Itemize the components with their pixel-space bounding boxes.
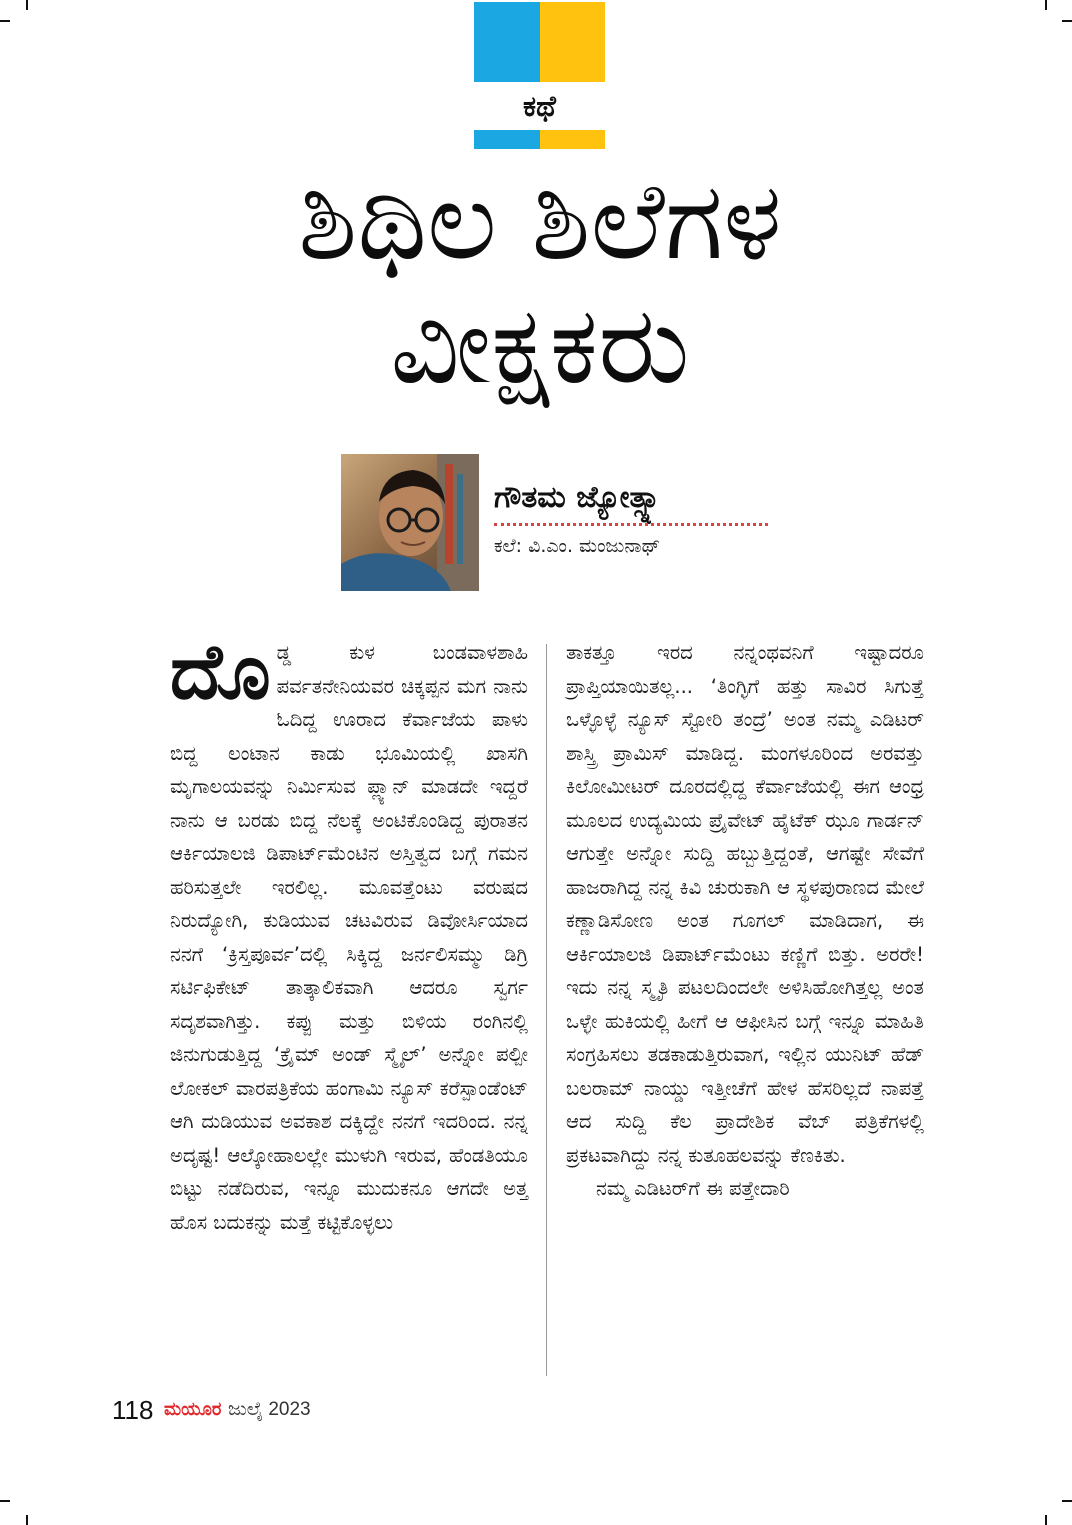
author-name: ಗೌತಮ ಜ್ಯೋತ್ಸ್ನಾ	[494, 480, 663, 515]
crop-mark	[0, 20, 10, 22]
section-label-block	[474, 2, 605, 149]
article-paragraph: ನಮ್ಮ ಎಡಿಟರ್‌ಗೆ ಈ ಪತ್ತೇದಾರಿ	[596, 1177, 790, 1200]
column-divider	[546, 644, 547, 1376]
crop-mark	[0, 1500, 10, 1502]
drop-cap: ದೊ	[170, 627, 271, 716]
headline-line-2: ವೀಕ್ಷಕರು	[390, 283, 690, 408]
article-column-left	[170, 627, 528, 1239]
yellow-bar	[540, 2, 605, 82]
headline-line-1: ಶಿಥಿಲ ಶಿಲೆಗಳ	[298, 159, 782, 284]
author-photo	[341, 454, 479, 591]
section-label: ಕಥೆ	[523, 89, 556, 123]
yellow-bar	[540, 130, 605, 149]
crop-mark	[26, 0, 28, 10]
crop-mark	[1045, 0, 1047, 10]
magazine-name: ಮಯೂರ	[164, 1399, 222, 1420]
article-column-right	[566, 636, 924, 1206]
page-number: 118	[112, 1395, 154, 1425]
author-portrait-image	[341, 454, 479, 591]
crop-mark	[1045, 1515, 1047, 1525]
crop-mark	[26, 1515, 28, 1525]
byline-divider	[494, 523, 768, 526]
blue-bar	[474, 130, 540, 149]
blue-bar	[474, 2, 540, 82]
article-paragraph	[170, 627, 528, 1239]
illustration-credit: ಕಲೆ: ವಿ.ಎಂ. ಮಂಜುನಾಥ್	[494, 535, 661, 557]
page-footer	[112, 1394, 432, 1426]
article-paragraph: ತಾಕತ್ತೂ ಇರದ ನನ್ನಂಥವನಿಗೆ ಇಷ್ಟಾದರೂ ಪ್ರಾಪ್ತಿಯಾಯಿತಲ್ಲ... ‘ತಿಂಗ್ಳಿಗೆ ಹತ್ತು ಸಾವಿರ ಸಿಗುತ್ತೆ ಒಳ್ಳೊಳ್ಳೆ ನ್ಯೂಸ್ ಸ್ಟೋರಿ ತಂದ್ರೆ’ ಅಂತ ನಮ್ಮ ಎಡಿಟರ್ ಶಾಸ್ತ್ರಿ ಪ್ರಾಮಿಸ್ ಮಾಡಿದ್ದ. ಮಂಗಳೂರಿಂದ ಅರವತ್ತು ಕಿಲೋಮೀಟರ್ ದೂರದಲ್ಲಿದ್ದ ಕೆರ್ವಾಜೆಯಲ್ಲಿ ಈಗ ಆಂಧ್ರ ಮೂಲದ ಉದ್ಯಮಿಯ ಪ್ರೈವೇಟ್ ಹೈಟೆಕ್ ಝೂ ಗಾರ್ಡನ್ ಆಗುತ್ತೇ ಅನ್ನೋ ಸುದ್ದಿ ಹಬ್ಬುತ್ತಿದ್ದಂತೆ, ಆಗಷ್ಟೇ ಸೇವೆಗೆ ಹಾಜರಾಗಿದ್ದ ನನ್ನ ಕಿವಿ ಚುರುಕಾಗಿ ಆ ಸ್ಥಳಪುರಾಣದ ಮೇಲೆ ಕಣ್ಣಾಡಿಸೋಣ ಅಂತ ಗೂಗಲ್ ಮಾಡಿದಾಗ, ಈ ಆರ್ಕಿಯಾಲಜಿ ಡಿಪಾರ್ಟ್‌ಮೆಂಟು ಕಣ್ಣಿಗೆ ಬಿತ್ತು. ಅರರೇ! ಇದು ನನ್ನ ಸ್ಮೃತಿ ಪಟಲದಿಂದಲೇ ಅಳಿಸಿಹೋಗಿತ್ತಲ್ಲ ಅಂತ ಒಳ್ಳೇ ಹುಕಿಯಲ್ಲಿ ಹೀಗೆ ಆ ಆಫೀಸಿನ ಬಗ್ಗೆ ಇನ್ನೂ ಮಾಹಿತಿ ಸಂಗ್ರಹಿಸಲು ತಡಕಾಡುತ್ತಿರುವಾಗ, ಇಲ್ಲಿನ ಯುನಿಟ್ ಹೆಡ್ ಬಲರಾಮ್ ನಾಯ್ಡು ಇತ್ತೀಚೆಗೆ ಹೇಳ ಹೆಸರಿಲ್ಲದೆ ನಾಪತ್ತೆ ಆದ ಸುದ್ದಿ ಕೆಲ ಪ್ರಾದೇಶಿಕ ವೆಬ್ ಪತ್ರಿಕೆಗಳಲ್ಲಿ ಪ್ರಕಟವಾಗಿದ್ದು ನನ್ನ ಕುತೂಹಲವನ್ನು ಕೆಣಕಿತು.	[566, 641, 924, 1167]
paragraph-text: ಡ್ಡ ಕುಳ ಬಂಡವಾಳಶಾಹಿ ಪರ್ವತನೇನಿಯವರ ಚಿಕ್ಕಪ್ಪನ ಮಗ ನಾನು ಓದಿದ್ದ ಊರಾದ ಕೆರ್ವಾಜೆಯ ಪಾಳು ಬಿದ್ದ ಲಂಟಾನ ಕಾಡು ಭೂಮಿಯಲ್ಲಿ ಖಾಸಗಿ ಮೃಗಾಲಯವನ್ನು ನಿರ್ಮಿಸುವ ಪ್ಲ್ಯಾನ್ ಮಾಡದೇ ಇದ್ದರೆ ನಾನು ಆ ಬರಡು ಬಿದ್ದ ನೆಲಕ್ಕೆ ಅಂಟಿಕೊಂಡಿದ್ದ ಪುರಾತನ ಆರ್ಕಿಯಾಲಜಿ ಡಿಪಾರ್ಟ್‌ಮೆಂಟಿನ ಅಸ್ತಿತ್ವದ ಬಗ್ಗೆ ಗಮನ ಹರಿಸುತ್ತಲೇ ಇರಲಿಲ್ಲ. ಮೂವತ್ತೆಂಟು ವರುಷದ ನಿರುದ್ಯೋಗಿ, ಕುಡಿಯುವ ಚಟವಿರುವ ಡಿವೋರ್ಸಿಯಾದ ನನಗೆ ‘ಕ್ರಿಸ್ತಪೂರ್ವ’ದಲ್ಲಿ ಸಿಕ್ಕಿದ್ದ ಜರ್ನಲಿಸಮ್ಮು ಡಿಗ್ರಿ ಸರ್ಟಿಫಿಕೇಟ್ ತಾತ್ಕಾಲಿಕವಾಗಿ ಆದರೂ ಸ್ವರ್ಗ ಸದೃಶವಾಗಿತ್ತು. ಕಪ್ಪು ಮತ್ತು ಬಿಳಿಯ ರಂಗಿನಲ್ಲಿ ಜಿನುಗುಡುತ್ತಿದ್ದ ‘ಕ್ರೈಮ್ ಅಂಡ್ ಸ್ಮೈಲ್’ ಅನ್ನೋ ಪಲ್ಪೀ ಲೋಕಲ್ ವಾರಪತ್ರಿಕೆಯ ಹಂಗಾಮಿ ನ್ಯೂಸ್ ಕರೆಸ್ಪಾಂಡೆಂಟ್ ಆಗಿ ದುಡಿಯುವ ಅವಕಾಶ ದಕ್ಕಿದ್ದೇ ನನಗೆ ಇದರಿಂದ. ನನ್ನ ಅದೃಷ್ಟ! ಆಲ್ಕೋಹಾಲಲ್ಲೇ ಮುಳುಗಿ ಇರುವ, ಹೆಂಡತಿಯೂ ಬಿಟ್ಟು ನಡೆದಿರುವ, ಇನ್ನೂ ಮುದುಕನೂ ಆಗದೇ ಅತ್ತ ಹೊಸ ಬದುಕನ್ನು ಮತ್ತೆ ಕಟ್ಟಿಕೊಳ್ಳಲು	[170, 641, 528, 1234]
headline	[160, 160, 920, 408]
issue-date: ಜುಲೈ 2023	[228, 1399, 311, 1420]
crop-mark	[1062, 1500, 1072, 1502]
crop-mark	[1062, 20, 1072, 22]
